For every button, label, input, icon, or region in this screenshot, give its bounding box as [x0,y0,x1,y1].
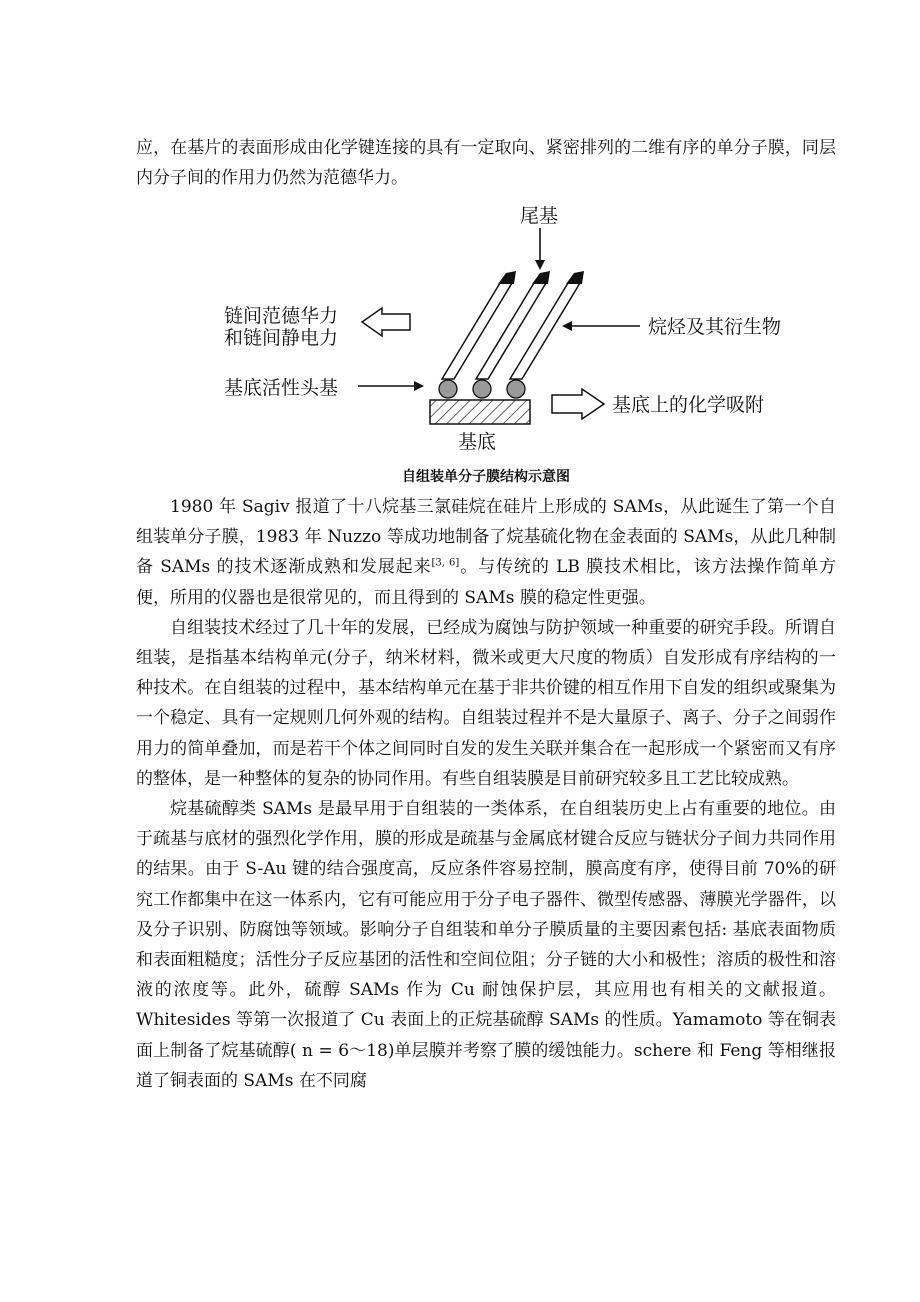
hollow-arrow-right [552,389,604,419]
label-vdw-1: 链间范德华力 [224,305,339,327]
figure-caption: 自组装单分子膜结构示意图 [402,469,570,485]
tail-group-1 [498,271,516,284]
tail-group-2 [532,271,550,284]
head-group-1 [439,380,457,398]
paragraph-1-text-a: 1980 年 Sagiv 报道了十八烷基三氯硅烷在硅片上形成的 SAMs，从此诞生了第一个自组装单分子膜，1983 年 Nuzzo 等成功地制备了烷基硫化物在金表面的 SAMs，从此几种制备 SAMs 的技术逐渐成熟和发展起来 [136,497,836,578]
label-tail-group: 尾基 [520,205,559,227]
paragraph-3: 烷基硫醇类 SAMs 是最早用于自组装的一类体系，在自组装历史上占有重要的地位。由于疏基与底材的强烈化学作用，膜的形成是疏基与金属底材键合反应与链状分子间力共同作用的结果。由于 S-Au 键的结合强度高，反应条件容易控制，膜高度有序，使得目前 70%的研究工作都集中在这一体系内，它有可能应用于分子电子器件、微型传感器、薄膜光学器件，以及分子识别、防腐蚀等领域。影响分子自组装和单分子膜质量的主要因素包括: 基底表面物质和表面粗糙度；活性分子反应基团的活性和空间位阻；分子链的大小和极性；溶质的极性和溶液的浓度等。此外，硫醇 SAMs 作为 Cu 耐蚀保护层，其应用也有相关的文献报道。Whitesides 等第一次报道了 Cu 表面上的正烷基硫醇 SAMs 的性质。Yamamoto 等在铜表面上制备了烷基硫醇( n = 6～18)单层膜并考察了膜的缓蚀能力。schere 和 Feng 等相继报道了铜表面的 SAMs 在不同腐 [136,799,836,1091]
body-section [136,492,836,1096]
citation: [3, 6] [431,557,460,569]
label-active-head: 基底活性头基 [224,377,339,399]
label-chemisorption: 基底上的化学吸附 [612,394,765,416]
head-groups [439,380,525,398]
tail-groups [498,271,584,284]
label-alkane: 烷烃及其衍生物 [648,316,782,338]
paragraph-1-text-b: 。与传统的 LB 膜技术相比，该方法操作简单方便，所用的仪器也是很常见的，而且得到的 SAMs 膜的稳定性更强。 [136,557,836,608]
molecule-chain-3 [510,283,580,379]
intro-section [136,133,836,193]
molecule-chains [442,283,580,379]
head-group-3 [507,380,525,398]
sam-structure-diagram [210,196,790,466]
paragraph-2: 自组装技术经过了几十年的发展，已经成为腐蚀与防护领域一种重要的研究手段。所谓自组装，是指基本结构单元(分子，纳米材料，微米或更大尺度的物质）自发形成有序结构的一种技术。在自组装的过程中，基本结构单元在基于非共价键的相互作用下自发的组织或聚集为一个稳定、具有一定规则几何外观的结构。自组装过程并不是大量原子、离子、分子之间弱作用力的简单叠加，而是若干个体之间同时自发的发生关联并集合在一起形成一个紧密而又有序的整体，是一种整体的复杂的协同作用。有些自组装膜是目前研究较多且工艺比较成熟。 [136,617,836,789]
hollow-arrow-left [362,308,410,336]
label-substrate: 基底 [458,431,497,453]
substrate-block [430,400,530,424]
paragraph-1 [136,492,836,613]
molecule-chain-2 [476,283,546,379]
head-group-2 [473,380,491,398]
tail-group-3 [566,271,584,284]
molecule-chain-1 [442,283,512,379]
intro-paragraph: 应，在基片的表面形成由化学键连接的具有一定取向、紧密排列的二维有序的单分子膜，同层内分子间的作用力仍然为范德华力。 [136,138,836,189]
label-vdw-2: 和链间静电力 [224,327,339,349]
